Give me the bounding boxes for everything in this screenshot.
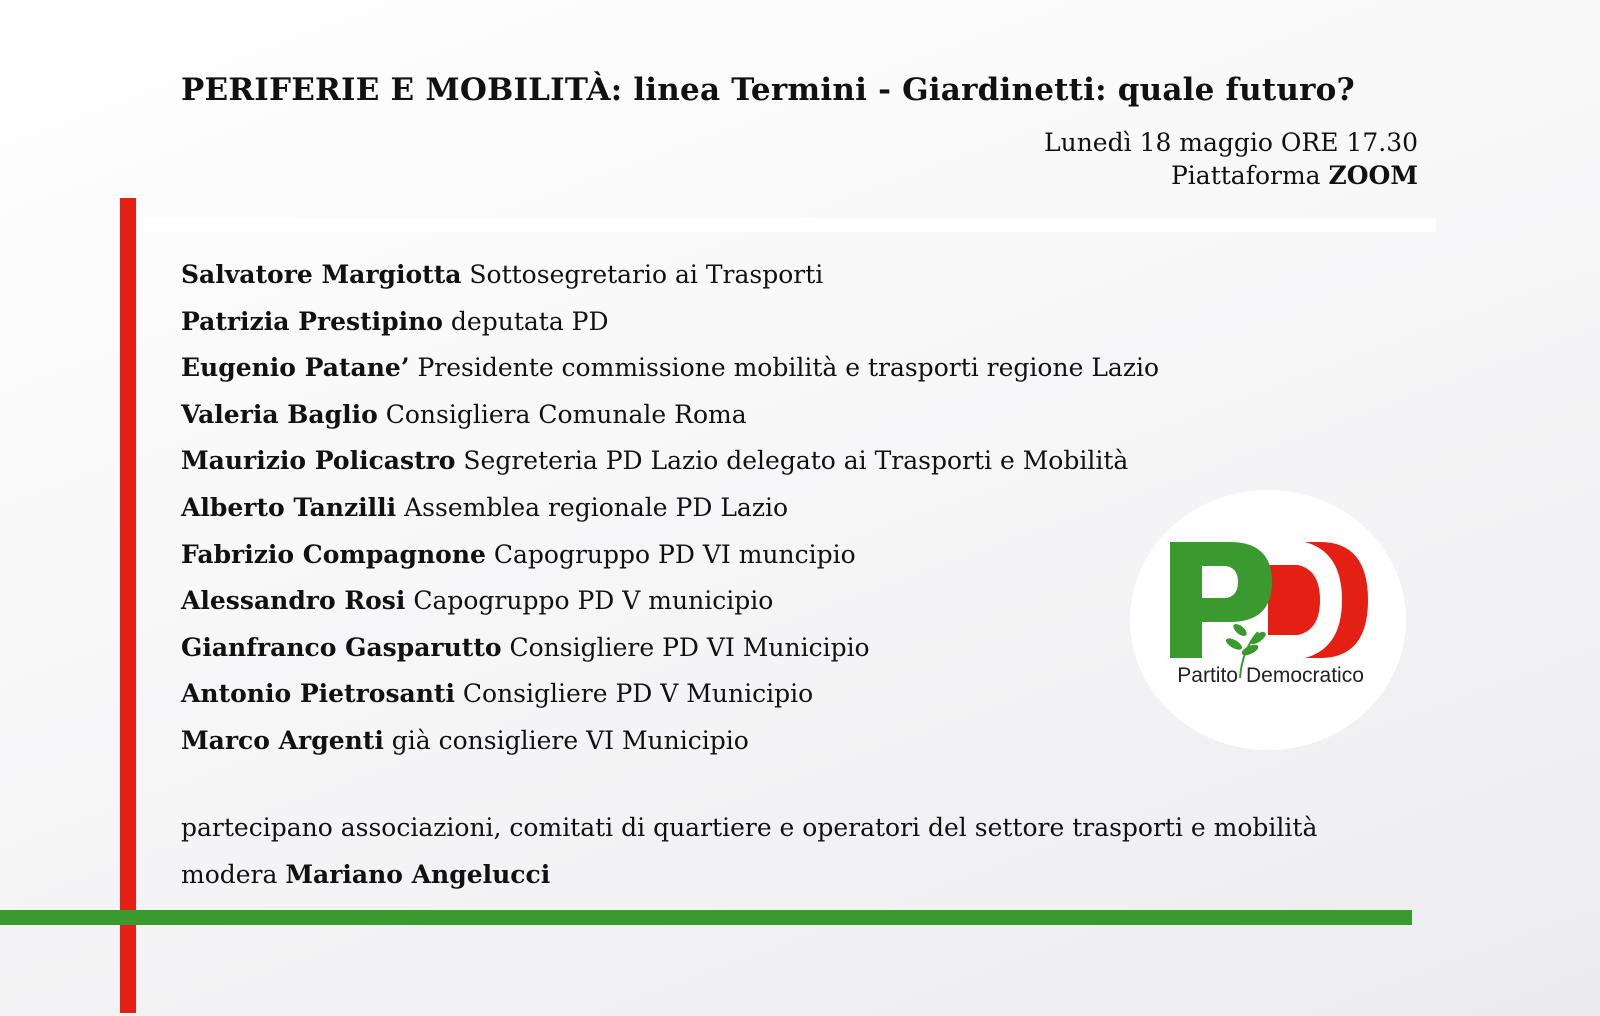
speaker-item bbox=[181, 718, 1159, 765]
speaker-name: Maurizio Policastro bbox=[181, 446, 456, 476]
speaker-name: Salvatore Margiotta bbox=[181, 260, 462, 289]
speaker-name: Antonio Pietrosanti bbox=[181, 679, 455, 709]
speaker-name: Alberto Tanzilli bbox=[181, 492, 397, 522]
speaker-name: Eugenio Patane’ bbox=[181, 353, 410, 383]
speaker-item bbox=[181, 299, 1159, 346]
speaker-role: Consigliere PD VI Municipio bbox=[501, 632, 870, 662]
logo-text-left: Partito bbox=[1177, 664, 1238, 687]
speaker-role: Consigliera Comunale Roma bbox=[377, 399, 747, 429]
event-info bbox=[1044, 126, 1418, 192]
speaker-role: Capogruppo PD V municipio bbox=[405, 586, 774, 616]
speaker-name: Valeria Baglio bbox=[181, 399, 378, 429]
speaker-role: Presidente commissione mobilità e trasporti regione Lazio bbox=[409, 353, 1160, 383]
footer-notes bbox=[181, 805, 1317, 898]
logo-text-right: Democratico bbox=[1246, 664, 1364, 687]
event-platform: Piattaforma ZOOM bbox=[1170, 161, 1418, 190]
platform-name: ZOOM bbox=[1328, 161, 1418, 190]
speaker-item bbox=[181, 252, 1159, 299]
moderator-name: Mariano Angelucci bbox=[285, 859, 551, 889]
green-horizontal-bar bbox=[0, 910, 1412, 925]
speaker-name: Alessandro Rosi bbox=[181, 586, 406, 616]
speaker-item bbox=[181, 485, 1159, 532]
event-title: PERIFERIE E MOBILITÀ: linea Termini - Giardinetti: quale futuro? bbox=[181, 72, 1355, 108]
moderator-line: modera Mariano Angelucci bbox=[181, 859, 551, 889]
pd-logo-icon bbox=[1130, 490, 1406, 750]
speaker-name: Marco Argenti bbox=[181, 725, 384, 755]
speaker-role: deputata PD bbox=[442, 306, 609, 336]
participants-note: partecipano associazioni, comitati di quartiere e operatori del settore trasporti e mobilità bbox=[181, 813, 1318, 842]
speaker-name: Patrizia Prestipino bbox=[181, 306, 443, 336]
white-divider bbox=[138, 218, 1436, 232]
speaker-item bbox=[181, 625, 1159, 672]
speaker-name: Fabrizio Compagnone bbox=[181, 539, 486, 569]
speaker-item bbox=[181, 532, 1159, 579]
speaker-item bbox=[181, 671, 1159, 718]
speaker-role: Consigliere PD V Municipio bbox=[454, 679, 814, 709]
red-vertical-bar bbox=[120, 198, 136, 1013]
speaker-role: Segreteria PD Lazio delegato ai Trasporti e Mobilità bbox=[455, 446, 1129, 476]
pd-logo bbox=[1130, 490, 1406, 750]
speaker-role: Capogruppo PD VI muncipio bbox=[485, 539, 856, 569]
speaker-role: Sottosegretario ai Trasporti bbox=[461, 260, 824, 289]
speaker-item bbox=[181, 345, 1159, 392]
speaker-item bbox=[181, 392, 1159, 439]
speaker-role: già consigliere VI Municipio bbox=[383, 725, 749, 755]
speaker-name: Gianfranco Gasparutto bbox=[181, 632, 502, 662]
speaker-item bbox=[181, 578, 1159, 625]
speaker-item bbox=[181, 438, 1159, 485]
speaker-role: Assemblea regionale PD Lazio bbox=[396, 492, 789, 522]
event-date: Lunedì 18 maggio ORE 17.30 bbox=[1044, 128, 1418, 157]
speakers-list bbox=[181, 252, 1159, 765]
